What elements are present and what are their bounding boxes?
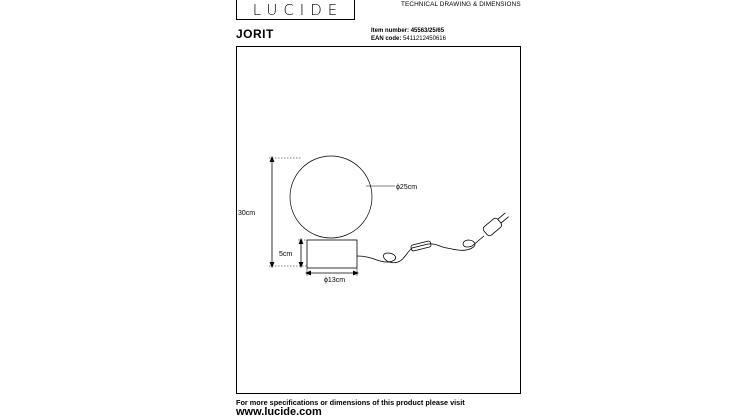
diameter-symbol-icon: ϕ [396, 184, 400, 191]
ean-value: 5411212450616 [403, 36, 446, 42]
plug-icon [482, 211, 511, 237]
base-height-label: 5cm [279, 251, 293, 258]
base-diameter-label: ϕ13cm [324, 277, 346, 284]
diameter-symbol-icon: ϕ [324, 277, 328, 284]
item-number-label: Item number: [371, 28, 410, 34]
item-number-value: 45563/25/65 [410, 28, 445, 34]
globe-diameter-label: ϕ25cm [396, 184, 418, 191]
website-link[interactable]: www.lucide.com [236, 406, 322, 418]
brand-logo-text: LUCIDE [252, 0, 344, 19]
footer-note: For more specifications or dimensions of this product please visit [236, 398, 465, 407]
globe-shape [290, 156, 372, 238]
base-shape [307, 240, 357, 268]
ean-label: EAN code: [371, 36, 402, 42]
document-type: TECHNICAL DRAWING & DIMENSIONS [401, 1, 521, 8]
total-height-label: 30cm [238, 210, 256, 217]
product-name: JORIT [236, 27, 274, 41]
